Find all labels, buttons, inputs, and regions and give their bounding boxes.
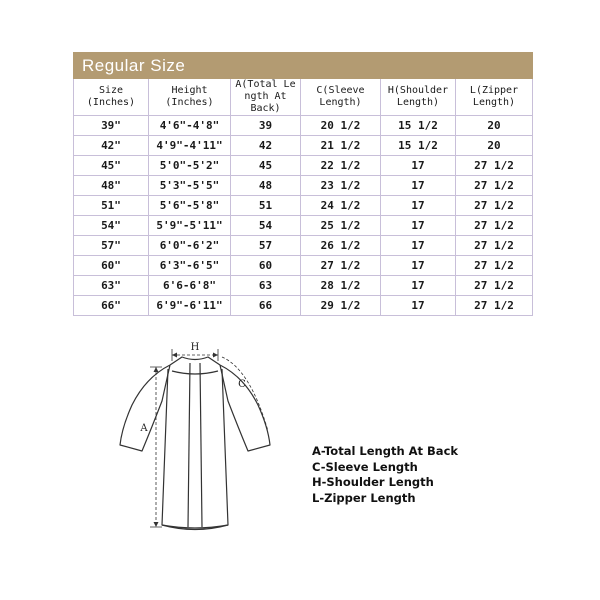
- measurement-legend: [312, 444, 458, 506]
- cell-sleeve-length: 25 1/2: [301, 216, 381, 236]
- diagram-label-a: A: [140, 423, 148, 434]
- cell-sleeve-length: 20 1/2: [301, 116, 381, 136]
- cell-sleeve-length: 28 1/2: [301, 276, 381, 296]
- table-row: [74, 116, 533, 136]
- cell-sleeve-length: 23 1/2: [301, 176, 381, 196]
- cell-shoulder-length: 17: [381, 176, 456, 196]
- cell-sleeve-length: 26 1/2: [301, 236, 381, 256]
- cell-total-length: 60: [231, 256, 301, 276]
- cell-zipper-length: 27 1/2: [456, 256, 533, 276]
- cell-total-length: 57: [231, 236, 301, 256]
- cell-size: 60": [74, 256, 149, 276]
- cell-shoulder-length: 17: [381, 236, 456, 256]
- cell-height: 4'6"-4'8": [149, 116, 231, 136]
- diagram-label-c: C: [238, 379, 246, 390]
- legend-shoulder-length: H-Shoulder Length: [312, 475, 434, 489]
- cell-size: 66": [74, 296, 149, 316]
- cell-height: 6'6-6'8": [149, 276, 231, 296]
- header-height: Height (Inches): [149, 79, 231, 116]
- cell-size: 63": [74, 276, 149, 296]
- cell-size: 51": [74, 196, 149, 216]
- header-sleeve-length: C(Sleeve Length): [301, 79, 381, 116]
- header-row: [74, 79, 533, 116]
- cell-height: 6'0"-6'2": [149, 236, 231, 256]
- gown-diagram: [110, 335, 285, 540]
- legend-total-length: A-Total Length At Back: [312, 444, 459, 458]
- cell-sleeve-length: 29 1/2: [301, 296, 381, 316]
- cell-total-length: 51: [231, 196, 301, 216]
- cell-shoulder-length: 17: [381, 296, 456, 316]
- cell-shoulder-length: 17: [381, 276, 456, 296]
- header-shoulder-length: H(Shoulder Length): [381, 79, 456, 116]
- cell-height: 5'6"-5'8": [149, 196, 231, 216]
- size-chart-table: [73, 52, 533, 316]
- cell-size: 57": [74, 236, 149, 256]
- cell-shoulder-length: 17: [381, 216, 456, 236]
- cell-total-length: 39: [231, 116, 301, 136]
- table-row: [74, 236, 533, 256]
- cell-size: 42": [74, 136, 149, 156]
- cell-height: 5'3"-5'5": [149, 176, 231, 196]
- cell-sleeve-length: 24 1/2: [301, 196, 381, 216]
- table-row: [74, 256, 533, 276]
- cell-shoulder-length: 17: [381, 196, 456, 216]
- cell-sleeve-length: 22 1/2: [301, 156, 381, 176]
- cell-size: 39": [74, 116, 149, 136]
- cell-height: 6'3"-6'5": [149, 256, 231, 276]
- table-row: [74, 276, 533, 296]
- cell-zipper-length: 27 1/2: [456, 176, 533, 196]
- header-total-length: A(Total Le ngth At Back): [231, 79, 301, 116]
- cell-sleeve-length: 21 1/2: [301, 136, 381, 156]
- cell-zipper-length: 27 1/2: [456, 216, 533, 236]
- cell-zipper-length: 20: [456, 116, 533, 136]
- title-row: [74, 53, 533, 79]
- cell-height: 6'9"-6'11": [149, 296, 231, 316]
- cell-zipper-length: 20: [456, 136, 533, 156]
- cell-zipper-length: 27 1/2: [456, 296, 533, 316]
- table-row: [74, 196, 533, 216]
- cell-total-length: 42: [231, 136, 301, 156]
- table-row: [74, 136, 533, 156]
- cell-total-length: 48: [231, 176, 301, 196]
- table-row: [74, 156, 533, 176]
- cell-shoulder-length: 15 1/2: [381, 136, 456, 156]
- legend-sleeve-length: C-Sleeve Length: [312, 459, 418, 474]
- cell-sleeve-length: 27 1/2: [301, 256, 381, 276]
- cell-total-length: 45: [231, 156, 301, 176]
- cell-zipper-length: 27 1/2: [456, 276, 533, 296]
- cell-height: 5'0"-5'2": [149, 156, 231, 176]
- cell-total-length: 63: [231, 276, 301, 296]
- header-size: Size (Inches): [74, 79, 149, 116]
- cell-shoulder-length: 17: [381, 156, 456, 176]
- cell-shoulder-length: 17: [381, 256, 456, 276]
- table-title: Regular Size: [74, 53, 533, 79]
- cell-height: 5'9"-5'11": [149, 216, 231, 236]
- diagram-label-h: H: [190, 342, 200, 353]
- cell-zipper-length: 27 1/2: [456, 156, 533, 176]
- cell-total-length: 66: [231, 296, 301, 316]
- legend-zipper-length: L-Zipper Length: [312, 490, 416, 505]
- table-row: [74, 176, 533, 196]
- cell-size: 45": [74, 156, 149, 176]
- cell-size: 48": [74, 176, 149, 196]
- header-zipper-length: L(Zipper Length): [456, 79, 533, 116]
- cell-zipper-length: 27 1/2: [456, 196, 533, 216]
- cell-height: 4'9"-4'11": [149, 136, 231, 156]
- cell-shoulder-length: 15 1/2: [381, 116, 456, 136]
- cell-zipper-length: 27 1/2: [456, 236, 533, 256]
- cell-total-length: 54: [231, 216, 301, 236]
- table-row: [74, 296, 533, 316]
- cell-size: 54": [74, 216, 149, 236]
- table-row: [74, 216, 533, 236]
